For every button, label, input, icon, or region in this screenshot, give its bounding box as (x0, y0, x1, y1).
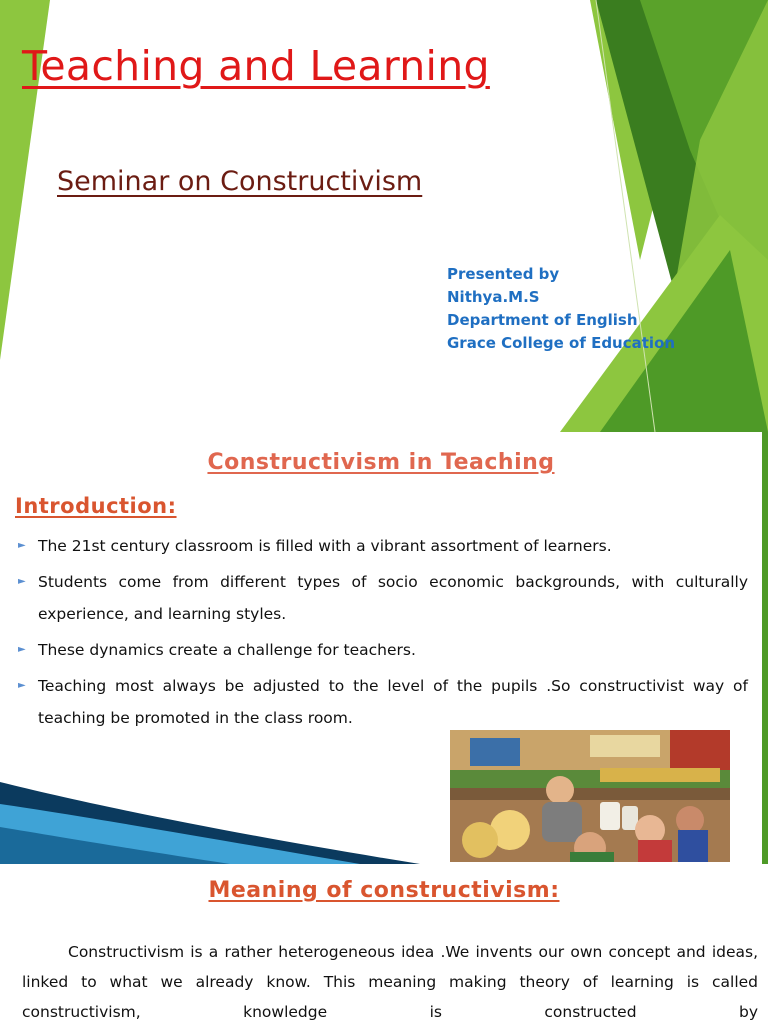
slide2-title: Constructivism in Teaching (207, 450, 555, 475)
bullet-item (18, 670, 748, 734)
bullet-text: These dynamics create a challenge for teachers. (38, 641, 416, 659)
bullet-item (18, 530, 748, 562)
bullet-text: The 21st century classroom is filled with a vibrant assortment of learners. (38, 537, 612, 555)
slide-title (0, 0, 768, 432)
presenter-line-department: Department of English (447, 311, 638, 329)
right-green-edge (762, 432, 768, 864)
introduction-heading: Introduction: (15, 494, 177, 518)
slide3-body-text: Constructivism is a rather heterogeneous idea .We invents our own concept and ideas, linked to what we already know. This meaning making theory of learning is called constructivism, knowledge is constructed by (22, 943, 758, 1021)
slide-constructivism-in-teaching (0, 432, 768, 864)
bullet-item (18, 566, 748, 630)
bullet-text: Teaching most always be adjusted to the level of the pupils .So constructivist way of teaching be promoted in the class room. (38, 677, 748, 727)
slide-meaning-of-constructivism (0, 864, 768, 1024)
triangle-bullet-icon: ► (18, 644, 26, 655)
classroom-photo (450, 730, 730, 862)
presenter-line-college: Grace College of Education (447, 334, 676, 352)
presentation-subtitle: Seminar on Constructivism (57, 166, 423, 197)
presentation-title: Teaching and Learning (22, 42, 490, 90)
triangle-bullet-icon: ► (18, 576, 26, 587)
bullet-text: Students come from different types of socio economic backgrounds, with culturally experience, and learning styles. (38, 573, 748, 623)
bullet-item (18, 634, 748, 666)
triangle-bullet-icon: ► (18, 680, 26, 691)
presenter-info (447, 263, 675, 355)
triangle-bullet-icon: ► (18, 540, 26, 551)
slide3-title: Meaning of constructivism: (208, 878, 560, 903)
presenter-line-name: Nithya.M.S (447, 288, 540, 306)
presenter-line-label: Presented by (447, 265, 560, 283)
